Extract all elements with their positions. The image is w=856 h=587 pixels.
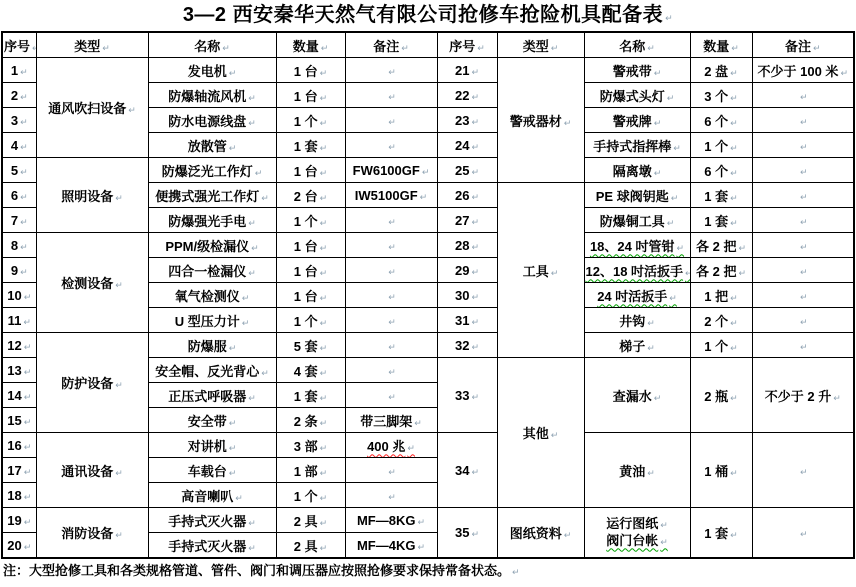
seq-cell: 12 ↵ [2, 333, 36, 358]
qty-cell: 1 套 ↵ [690, 208, 752, 233]
category-cell: 图纸资料 ↵ [497, 508, 584, 559]
remark-cell [752, 183, 854, 208]
seq-cell: 26 ↵ [437, 183, 497, 208]
remark-cell: 带三脚架 ↵ [345, 408, 437, 433]
table-header-row [2, 32, 854, 58]
column-header: 数量 ↵ [276, 32, 345, 58]
remark-cell [752, 333, 854, 358]
seq-cell: 25 ↵ [437, 158, 497, 183]
column-header: 序号 ↵ [2, 32, 36, 58]
remark-cell: 不少于 100 米 ↵ [752, 58, 854, 83]
remark-cell: IW5100GF ↵ [345, 183, 437, 208]
name-cell: 氧气检测仪 ↵ [148, 283, 276, 308]
qty-cell: 2 具 ↵ [276, 533, 345, 559]
name-cell: 隔离墩 ↵ [584, 158, 690, 183]
name-cell: 井钩 ↵ [584, 308, 690, 333]
remark-cell: FW6100GF ↵ [345, 158, 437, 183]
category-cell: 工具 ↵ [497, 183, 584, 358]
seq-cell: 29 ↵ [437, 258, 497, 283]
seq-cell: 23 ↵ [437, 108, 497, 133]
remark-cell [345, 58, 437, 83]
name-cell: 24 吋活扳手 ↵ [584, 283, 690, 308]
remark-cell [752, 233, 854, 258]
qty-cell: 4 套 ↵ [276, 358, 345, 383]
remark-cell: 400 兆 ↵ [345, 433, 437, 458]
name-cell: 防爆铜工具 ↵ [584, 208, 690, 233]
name-cell: 18、24 吋管钳 ↵ [584, 233, 690, 258]
column-header: 名称 ↵ [148, 32, 276, 58]
name-cell: 防爆轴流风机 ↵ [148, 83, 276, 108]
category-cell: 消防设备 ↵ [36, 508, 148, 559]
remark-cell [752, 83, 854, 108]
name-cell: 便携式强光工作灯 ↵ [148, 183, 276, 208]
table-row [2, 58, 854, 83]
name-cell: 对讲机 ↵ [148, 433, 276, 458]
remark-cell [345, 483, 437, 508]
seq-cell: 35 ↵ [437, 508, 497, 559]
name-cell: 防水电源线盘 ↵ [148, 108, 276, 133]
category-cell: 警戒器材 ↵ [497, 58, 584, 183]
remark-cell [345, 333, 437, 358]
remark-cell: 不少于 2 升 ↵ [752, 358, 854, 433]
seq-cell: 19 ↵ [2, 508, 36, 533]
seq-cell: 6 ↵ [2, 183, 36, 208]
name-cell: 梯子 ↵ [584, 333, 690, 358]
seq-cell: 15 ↵ [2, 408, 36, 433]
equipment-table [1, 31, 855, 559]
category-cell: 通风吹扫设备 ↵ [36, 58, 148, 158]
category-cell: 检测设备 ↵ [36, 233, 148, 333]
seq-cell: 2 ↵ [2, 83, 36, 108]
seq-cell: 3 ↵ [2, 108, 36, 133]
qty-cell: 6 个 ↵ [690, 158, 752, 183]
name-cell: 安全帽、反光背心 ↵ [148, 358, 276, 383]
seq-cell: 28 ↵ [437, 233, 497, 258]
name-cell: PPM/级检漏仪 ↵ [148, 233, 276, 258]
name-cell: U 型压力计 ↵ [148, 308, 276, 333]
remark-cell [345, 258, 437, 283]
seq-cell: 4 ↵ [2, 133, 36, 158]
seq-cell: 5 ↵ [2, 158, 36, 183]
qty-cell: 3 个 ↵ [690, 83, 752, 108]
remark-cell [752, 208, 854, 233]
name-cell: 黄油 ↵ [584, 433, 690, 508]
seq-cell: 14 ↵ [2, 383, 36, 408]
remark-cell [752, 283, 854, 308]
qty-cell: 2 个 ↵ [690, 308, 752, 333]
name-cell: 安全带 ↵ [148, 408, 276, 433]
seq-cell: 8 ↵ [2, 233, 36, 258]
column-header: 数量 ↵ [690, 32, 752, 58]
name-cell: 四合一检漏仪 ↵ [148, 258, 276, 283]
category-cell: 通讯设备 ↵ [36, 433, 148, 508]
name-cell: PE 球阀钥匙 ↵ [584, 183, 690, 208]
seq-cell: 22 ↵ [437, 83, 497, 108]
qty-cell: 1 台 ↵ [276, 58, 345, 83]
remark-cell [345, 358, 437, 383]
name-cell: 车载台 ↵ [148, 458, 276, 483]
name-cell: 手持式指挥棒 ↵ [584, 133, 690, 158]
remark-cell [752, 133, 854, 158]
column-header: 名称 ↵ [584, 32, 690, 58]
qty-cell: 1 台 ↵ [276, 258, 345, 283]
qty-cell: 1 桶 ↵ [690, 433, 752, 508]
qty-cell: 1 套 ↵ [276, 133, 345, 158]
seq-cell: 16 ↵ [2, 433, 36, 458]
remark-cell [345, 458, 437, 483]
name-cell: 防爆服 ↵ [148, 333, 276, 358]
column-header: 备注 ↵ [752, 32, 854, 58]
remark-cell [345, 108, 437, 133]
qty-cell: 1 个 ↵ [690, 333, 752, 358]
qty-cell: 2 条 ↵ [276, 408, 345, 433]
remark-cell [752, 158, 854, 183]
table-row [2, 158, 854, 183]
seq-cell: 18 ↵ [2, 483, 36, 508]
remark-cell [345, 308, 437, 333]
qty-cell: 2 盘 ↵ [690, 58, 752, 83]
qty-cell: 3 部 ↵ [276, 433, 345, 458]
name-cell: 手持式灭火器 ↵ [148, 533, 276, 559]
category-cell: 照明设备 ↵ [36, 158, 148, 233]
column-header: 类型 ↵ [497, 32, 584, 58]
qty-cell: 2 具 ↵ [276, 508, 345, 533]
name-cell: 放散管 ↵ [148, 133, 276, 158]
name-cell: 防爆泛光工作灯 ↵ [148, 158, 276, 183]
name-cell: 防爆式头灯 ↵ [584, 83, 690, 108]
remark-cell [345, 233, 437, 258]
name-cell: 高音喇叭 ↵ [148, 483, 276, 508]
seq-cell: 27 ↵ [437, 208, 497, 233]
remark-cell [345, 283, 437, 308]
qty-cell: 各 2 把 ↵ [690, 258, 752, 283]
qty-cell: 1 个 ↵ [690, 133, 752, 158]
name-cell: 警戒牌 ↵ [584, 108, 690, 133]
name-cell: 发电机 ↵ [148, 58, 276, 83]
seq-cell: 1 ↵ [2, 58, 36, 83]
seq-cell: 24 ↵ [437, 133, 497, 158]
qty-cell: 1 台 ↵ [276, 283, 345, 308]
seq-cell: 31 ↵ [437, 308, 497, 333]
seq-cell: 30 ↵ [437, 283, 497, 308]
remark-cell [345, 133, 437, 158]
name-cell: 防爆强光手电 ↵ [148, 208, 276, 233]
qty-cell: 1 个 ↵ [276, 208, 345, 233]
qty-cell: 1 套 ↵ [690, 508, 752, 559]
remark-cell [752, 308, 854, 333]
name-cell: 12、18 吋活扳手 ↵ [584, 258, 690, 283]
seq-cell: 9 ↵ [2, 258, 36, 283]
page-title: 3—2 西安秦华天然气有限公司抢修车抢险机具配备表 ↵ [0, 0, 856, 31]
column-header: 序号 ↵ [437, 32, 497, 58]
qty-cell: 1 个 ↵ [276, 108, 345, 133]
seq-cell: 21 ↵ [437, 58, 497, 83]
name-cell: 正压式呼吸器 ↵ [148, 383, 276, 408]
name-cell: 警戒带 ↵ [584, 58, 690, 83]
remark-cell: MF—4KG ↵ [345, 533, 437, 559]
qty-cell: 2 台 ↵ [276, 183, 345, 208]
remark-cell: MF—8KG ↵ [345, 508, 437, 533]
footnote: 注：大型抢修工具和各类规格管道、管件、阀门和调压器应按照抢修要求保持常备状态。 ↵ [0, 559, 856, 582]
remark-cell [752, 433, 854, 508]
qty-cell: 2 瓶 ↵ [690, 358, 752, 433]
column-header: 类型 ↵ [36, 32, 148, 58]
seq-cell: 32 ↵ [437, 333, 497, 358]
remark-cell [345, 383, 437, 408]
qty-cell: 1 台 ↵ [276, 233, 345, 258]
table-row [2, 508, 854, 533]
name-cell: 查漏水 ↵ [584, 358, 690, 433]
seq-cell: 11 ↵ [2, 308, 36, 333]
seq-cell: 34 ↵ [437, 433, 497, 508]
qty-cell: 6 个 ↵ [690, 108, 752, 133]
qty-cell: 1 套 ↵ [690, 183, 752, 208]
qty-cell: 1 个 ↵ [276, 483, 345, 508]
remark-cell [752, 508, 854, 559]
seq-cell: 33 ↵ [437, 358, 497, 433]
seq-cell: 13 ↵ [2, 358, 36, 383]
remark-cell [345, 208, 437, 233]
name-cell: 手持式灭火器 ↵ [148, 508, 276, 533]
table-row [2, 433, 854, 458]
column-header: 备注 ↵ [345, 32, 437, 58]
qty-cell: 1 部 ↵ [276, 458, 345, 483]
seq-cell: 7 ↵ [2, 208, 36, 233]
category-cell: 其他 ↵ [497, 358, 584, 508]
qty-cell: 1 把 ↵ [690, 283, 752, 308]
qty-cell: 1 套 ↵ [276, 383, 345, 408]
remark-cell [752, 108, 854, 133]
category-cell: 防护设备 ↵ [36, 333, 148, 433]
qty-cell: 1 台 ↵ [276, 83, 345, 108]
qty-cell: 5 套 ↵ [276, 333, 345, 358]
qty-cell: 1 台 ↵ [276, 158, 345, 183]
seq-cell: 10 ↵ [2, 283, 36, 308]
remark-cell [752, 258, 854, 283]
table-row [2, 233, 854, 258]
name-cell: 运行图纸 ↵ 阀门台帐 ↵ [584, 508, 690, 559]
qty-cell: 1 个 ↵ [276, 308, 345, 333]
table-body [2, 58, 854, 559]
seq-cell: 17 ↵ [2, 458, 36, 483]
remark-cell [345, 83, 437, 108]
table-row [2, 333, 854, 358]
seq-cell: 20 ↵ [2, 533, 36, 559]
qty-cell: 各 2 把 ↵ [690, 233, 752, 258]
